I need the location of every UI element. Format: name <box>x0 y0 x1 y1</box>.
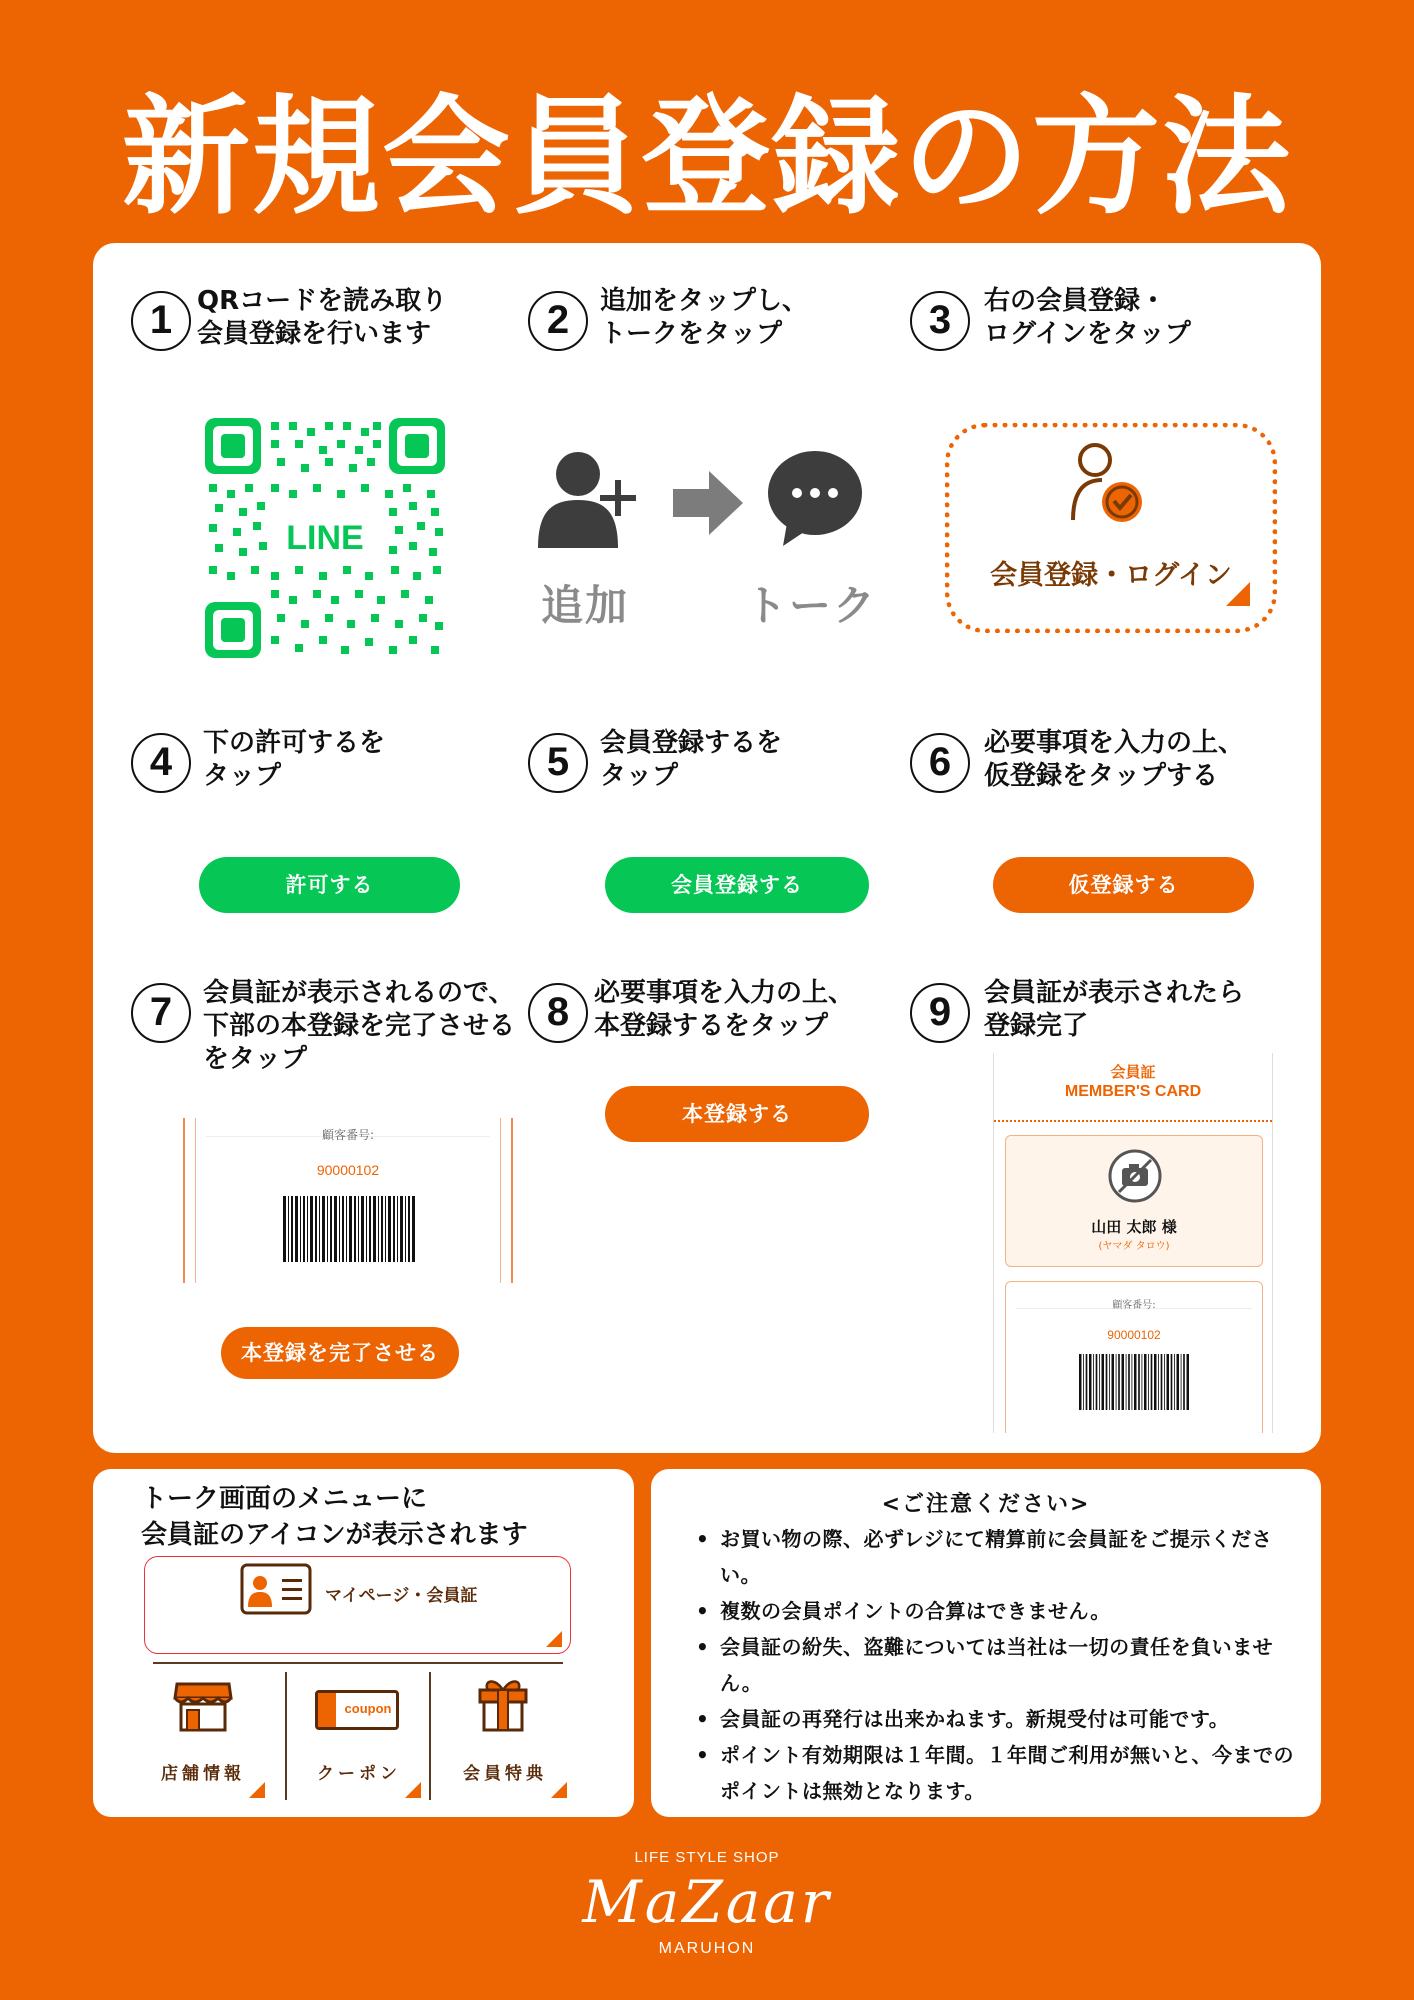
customer-number: 90000102 <box>1107 1328 1161 1342</box>
divider <box>429 1672 431 1800</box>
menu-heading: トーク画面のメニューに 会員証のアイコンが表示されます <box>141 1484 528 1550</box>
member-card <box>993 1053 1273 1433</box>
customer-number-card <box>183 1118 513 1283</box>
menu-info-card <box>93 1469 634 1817</box>
complete-registration-button[interactable]: 本登録を完了させる <box>221 1327 459 1379</box>
menu-item-member-benefits[interactable] <box>435 1674 575 1800</box>
gift-icon <box>477 1676 529 1732</box>
notice-item: • お買い物の際、必ずレジにて精算前に会員証をご提示ください。 <box>696 1521 1306 1593</box>
provisional-register-button[interactable]: 仮登録する <box>993 857 1254 913</box>
member-card-title: 会員証 <box>1110 1063 1156 1081</box>
menu-item-store-info[interactable] <box>133 1674 273 1800</box>
step-number: 3 <box>910 291 970 351</box>
notice-item: • ポイント有効期限は１年間。１年間ご利用が無いと、今までのポイントは無効となります。 <box>696 1737 1306 1809</box>
customer-number-label: 顧客番号: <box>1112 1300 1156 1311</box>
step-number: 2 <box>528 291 588 351</box>
step-text: 必要事項を入力の上、 仮登録をタップする <box>984 728 1245 791</box>
steps-card <box>93 243 1321 1453</box>
register-button[interactable]: 会員登録する <box>605 857 869 913</box>
member-check-icon <box>1070 440 1150 530</box>
corner-triangle-icon <box>405 1782 421 1798</box>
step-text: 会員証が表示されるので、 下部の本登録を完了させる をタップ <box>203 978 516 1074</box>
brand-logo: MaZaar <box>582 1868 832 1936</box>
divider <box>153 1662 563 1664</box>
member-profile <box>1005 1135 1263 1267</box>
customer-number-label: 顧客番号: <box>321 1128 375 1142</box>
notice-title: <ご注意ください> <box>881 1492 1091 1517</box>
notice-list <box>696 1521 1306 1809</box>
member-kana: (ヤマダ タロウ) <box>1098 1241 1170 1252</box>
step-number: 1 <box>131 291 191 351</box>
notice-item: • 会員証の紛失、盗難については当社は一切の責任を負いません。 <box>696 1629 1306 1701</box>
step-text: 会員登録するを タップ <box>600 728 783 791</box>
id-card-icon <box>240 1563 312 1615</box>
member-barcode-box <box>1005 1281 1263 1433</box>
corner-triangle-icon <box>546 1631 562 1647</box>
no-photo-icon <box>1107 1148 1163 1204</box>
member-login-menu[interactable] <box>945 423 1277 633</box>
barcode-icon <box>1079 1354 1189 1410</box>
step-number: 4 <box>131 733 191 793</box>
barcode-icon <box>283 1196 415 1262</box>
step-number: 8 <box>528 983 588 1043</box>
page-title: 新規会員登録の方法 <box>121 83 1292 232</box>
notice-item: • 複数の会員ポイントの合算はできません。 <box>696 1593 1306 1629</box>
corner-triangle-icon <box>249 1782 265 1798</box>
company-name: MARUHON <box>658 1940 756 1957</box>
mypage-member-card-button[interactable] <box>144 1556 571 1654</box>
menu-label: 店舗情報 <box>161 1764 245 1784</box>
add-label: 追加 <box>541 581 630 630</box>
step-text: 会員証が表示されたら 登録完了 <box>984 978 1245 1041</box>
talk-label: トーク <box>745 581 878 630</box>
divider <box>285 1672 287 1800</box>
notice-card <box>651 1469 1321 1817</box>
login-label: 会員登録・ログイン <box>990 560 1232 591</box>
corner-triangle-icon <box>551 1782 567 1798</box>
step-text: 必要事項を入力の上、 本登録するをタップ <box>594 978 855 1041</box>
add-friend-icon <box>533 448 653 552</box>
corner-triangle-icon <box>1226 582 1250 606</box>
divider <box>994 1120 1272 1122</box>
notice-item: • 会員証の再発行は出来かねます。新規受付は可能です。 <box>696 1701 1306 1737</box>
menu-label: クーポン <box>317 1764 401 1784</box>
menu-label: 会員特典 <box>463 1764 547 1784</box>
line-logo: LINE <box>275 518 375 558</box>
step-text: QRコードを読み取り 会員登録を行います <box>197 286 448 349</box>
member-name: 山田 太郎 様 <box>1091 1218 1177 1236</box>
coupon-icon: coupon <box>315 1690 399 1730</box>
customer-number: 90000102 <box>316 1162 380 1178</box>
step-number: 7 <box>131 983 191 1043</box>
line-qr-code[interactable] <box>205 418 445 658</box>
footer-tagline: LIFE STYLE SHOP <box>634 1849 780 1866</box>
step-number: 6 <box>910 733 970 793</box>
arrow-right-icon <box>673 471 743 539</box>
step-text: 追加をタップし、 トークをタップ <box>600 286 809 349</box>
step-number: 5 <box>528 733 588 793</box>
step-number: 9 <box>910 983 970 1043</box>
allow-button[interactable]: 許可する <box>199 857 460 913</box>
member-card-title-en: MEMBER'S CARD <box>1064 1083 1202 1100</box>
final-register-button[interactable]: 本登録する <box>605 1086 869 1142</box>
step-text: 下の許可するを タップ <box>203 728 386 791</box>
menu-item-coupon[interactable] <box>289 1674 429 1800</box>
chat-bubble-icon <box>765 448 865 552</box>
mypage-label: マイページ・会員証 <box>325 1586 478 1606</box>
store-icon <box>173 1680 233 1732</box>
step-text: 右の会員登録・ ログインをタップ <box>984 286 1191 349</box>
